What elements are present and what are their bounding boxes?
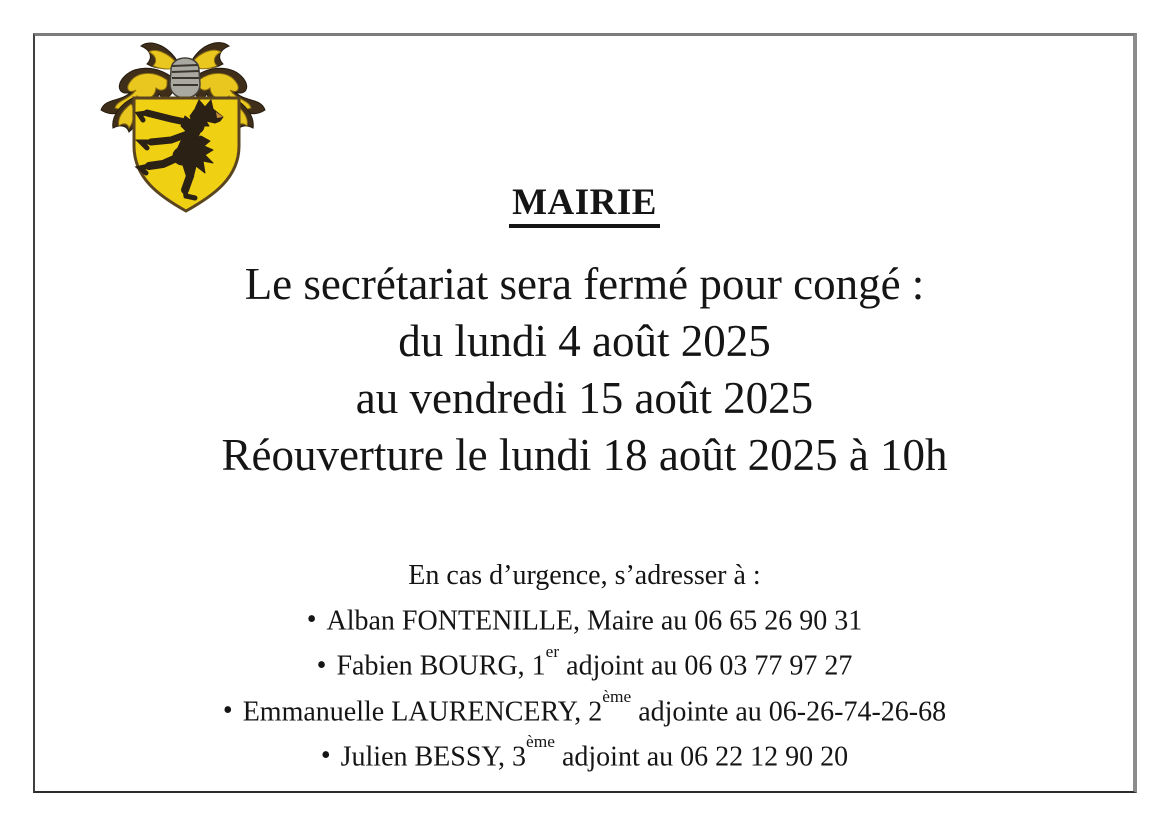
contact-text: adjointe au 06-26-74-26-68 [631,695,947,727]
contact-item [0,595,1169,640]
ordinal-suffix: ème [602,686,632,706]
contact-text: Julien BESSY, 3 [340,741,527,773]
contact-text: Fabien BOURG, 1 [336,650,546,682]
contact-text: Alban FONTENILLE, Maire au 06 65 26 90 31 [326,605,863,637]
contact-item [0,640,1169,685]
notice-line-2: du lundi 4 août 2025 [398,316,771,366]
notice-line-4: Réouverture le lundi 18 août 2025 à 10h [221,430,948,480]
ordinal-suffix: er [545,641,560,661]
contact-item [0,731,1169,776]
contact-intro: En cas d’urgence, s’adresser à : [408,560,761,591]
contact-item [0,686,1169,731]
bullet-icon: • [316,649,327,681]
notice-line-3: au vendredi 15 août 2025 [355,373,814,423]
closure-notice [0,256,1169,484]
bullet-icon: • [306,604,317,636]
notice-line-1: Le secrétariat sera fermé pour congé : [244,259,925,309]
emergency-contacts [0,557,1169,776]
contact-text: Emmanuelle LAURENCERY, 2 [242,695,603,727]
bullet-icon: • [222,694,233,726]
title-row [0,181,1169,224]
ordinal-suffix: ème [526,732,555,752]
contact-text: adjoint au 06 22 12 90 20 [554,741,849,773]
contact-text: adjoint au 06 03 77 97 27 [559,650,853,682]
page-title: MAIRIE [509,182,660,228]
bullet-icon: • [320,740,331,772]
